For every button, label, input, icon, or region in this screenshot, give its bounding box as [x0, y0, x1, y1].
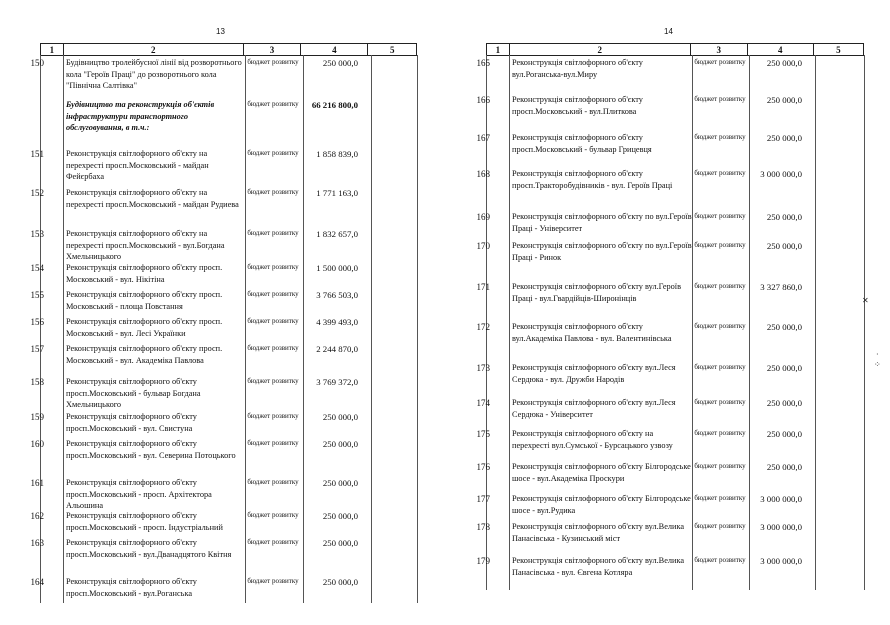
table-header	[486, 43, 864, 56]
row-number: 172	[476, 322, 490, 332]
row-amount: 1 771 163,0	[316, 188, 358, 198]
col-header: 4	[301, 44, 368, 56]
row-number: 167	[476, 133, 490, 143]
row-funding-source: бюджет розвитку	[694, 363, 746, 371]
row-amount: 250 000,0	[766, 462, 802, 472]
row-amount: 3 327 860,0	[760, 282, 802, 292]
row-number: 163	[30, 538, 44, 548]
row-funding-source: бюджет розвитку	[247, 439, 299, 447]
row-number: 154	[30, 263, 44, 273]
row-amount: 1 832 657,0	[316, 229, 358, 239]
row-description: Будівництво тролейбусної лінії від розворотнього кола "Героїв Праці" до розворотнього кола "Північна Салтівка"	[66, 58, 242, 91]
row-number: 160	[30, 439, 44, 449]
row-amount: 250 000,0	[766, 133, 802, 143]
row-amount: 250 000,0	[766, 212, 802, 222]
row-description: Реконструкція світлофорного об'єкту просп.Московський - бульвар Грицевця	[512, 133, 652, 154]
row-amount: 250 000,0	[766, 363, 802, 373]
row-number: 157	[30, 344, 44, 354]
row-number: 150	[30, 58, 44, 68]
table-border	[509, 55, 510, 590]
row-description: Реконструкція світлофорного об'єкту просп.Московський - вул. Северина Потоцького	[66, 439, 236, 460]
row-amount: 250 000,0	[322, 478, 358, 488]
row-description: Реконструкція світлофорного об'єкту просп. Московський - вул. Нікітіна	[66, 263, 223, 284]
row-amount: 250 000,0	[322, 58, 358, 68]
row-amount: 3 000 000,0	[760, 169, 802, 179]
row-number: 159	[30, 412, 44, 422]
row-number: 165	[476, 58, 490, 68]
row-description: Реконструкція світлофорного об'єкту вул.Леся Сердюка - вул. Дружби Народів	[512, 363, 676, 384]
row-description: Реконструкція світлофорного об'єкту на перехресті вул.Сумської - Бурсацького узвозу	[512, 429, 673, 450]
row-funding-source: бюджет розвитку	[247, 538, 299, 546]
row-funding-source: бюджет розвитку	[694, 398, 746, 406]
table-border	[371, 55, 372, 603]
row-number: 177	[476, 494, 490, 504]
row-number: 156	[30, 317, 44, 327]
row-number: 179	[476, 556, 490, 566]
row-amount: 3 000 000,0	[760, 494, 802, 504]
col-header: 1	[487, 44, 510, 56]
row-amount: 3 769 372,0	[316, 377, 358, 387]
row-number: 162	[30, 511, 44, 521]
col-header: 3	[243, 44, 300, 56]
row-description: Реконструкція світлофорного об'єкту просп.Московський - бульвар Богдана Хмельницького	[66, 377, 201, 410]
row-funding-source: бюджет розвитку	[694, 58, 746, 66]
row-description: Реконструкція світлофорного об'єкту вул.Героїв Праці - вул.Гвардійців-Широнінців	[512, 282, 682, 303]
col-header: 2	[509, 44, 690, 56]
row-funding-source: бюджет розвитку	[694, 462, 746, 470]
page-number: 13	[216, 27, 225, 36]
table-header	[40, 43, 417, 56]
row-number: 173	[476, 363, 490, 373]
row-funding-source: бюджет розвитку	[694, 133, 746, 141]
row-description: Реконструкція світлофорного об'єкту вул.Велика Панасівська - Кузинський міст	[512, 522, 685, 543]
row-funding-source: бюджет розвитку	[247, 58, 299, 66]
row-number: 152	[30, 188, 44, 198]
row-funding-source: бюджет розвитку	[694, 556, 746, 564]
row-funding-source: бюджет розвитку	[694, 494, 746, 502]
table-border	[815, 55, 816, 590]
row-amount: 250 000,0	[322, 439, 358, 449]
row-amount: 250 000,0	[766, 95, 802, 105]
row-description: Реконструкція світлофорного об'єкту вул.Академіка Павлова - вул. Валентинівська	[512, 322, 672, 343]
row-amount: 250 000,0	[766, 398, 802, 408]
row-amount: 3 766 503,0	[316, 290, 358, 300]
row-amount: 250 000,0	[322, 577, 358, 587]
scan-mark: ⁘	[874, 360, 881, 369]
row-funding-source: бюджет розвитку	[247, 377, 299, 385]
col-header: 5	[813, 44, 863, 56]
table-border	[417, 55, 418, 603]
row-amount: 1 500 000,0	[316, 263, 358, 273]
row-amount: 4 399 493,0	[316, 317, 358, 327]
row-number: 161	[30, 478, 44, 488]
row-amount: 2 244 870,0	[316, 344, 358, 354]
row-number: 178	[476, 522, 490, 532]
row-funding-source: бюджет розвитку	[694, 322, 746, 330]
row-funding-source: бюджет розвитку	[247, 263, 299, 271]
row-amount: 250 000,0	[766, 58, 802, 68]
row-amount: 250 000,0	[766, 429, 802, 439]
row-description: Реконструкція світлофорного об'єкту просп. Московський - вул. Лесі Українки	[66, 317, 223, 338]
row-number: 153	[30, 229, 44, 239]
row-funding-source: бюджет розвитку	[694, 95, 746, 103]
row-funding-source: бюджет розвитку	[694, 212, 746, 220]
row-amount: 250 000,0	[322, 511, 358, 521]
row-description: Реконструкція світлофорного об'єкту Білгородське шосе - вул.Академіка Проскури	[512, 462, 691, 483]
scan-mark: ✕	[862, 296, 869, 305]
row-description: Реконструкція світлофорного об'єкту просп.Московський - просп. Індустріальний	[66, 511, 223, 532]
row-number: 175	[476, 429, 490, 439]
row-description: Реконструкція світлофорного об'єкту просп.Московський - просп. Архітектора Альошина	[66, 478, 212, 511]
row-description: Реконструкція світлофорного об'єкту просп.Тракторобудівників - вул. Героїв Праці	[512, 169, 673, 190]
row-funding-source: бюджет розвитку	[694, 522, 746, 530]
row-funding-source: бюджет розвитку	[247, 412, 299, 420]
row-description: Реконструкція світлофорного об'єкту на перехресті просп.Московський - вул.Богдана Хмельницького	[66, 229, 225, 262]
col-header: 5	[368, 44, 417, 56]
row-number: 169	[476, 212, 490, 222]
row-funding-source: бюджет розвитку	[247, 478, 299, 486]
row-description: Реконструкція світлофорного об'єкту по вул.Героїв Праці - Університет	[512, 212, 692, 233]
row-description: Реконструкція світлофорного об'єкту просп.Московський - вул. Свистуна	[66, 412, 197, 433]
row-funding-source: бюджет розвитку	[694, 282, 746, 290]
row-amount: 3 000 000,0	[760, 522, 802, 532]
row-amount: 250 000,0	[322, 412, 358, 422]
row-amount: 1 858 839,0	[316, 149, 358, 159]
row-funding-source: бюджет розвитку	[694, 169, 746, 177]
row-number: 174	[476, 398, 490, 408]
col-header: 4	[747, 44, 813, 56]
row-number: 158	[30, 377, 44, 387]
row-funding-source: бюджет розвитку	[247, 290, 299, 298]
row-funding-source: бюджет розвитку	[247, 344, 299, 352]
row-number: 151	[30, 149, 44, 159]
row-number: 155	[30, 290, 44, 300]
row-description: Реконструкція світлофорного об'єкту Білгородське шосе - вул.Рудика	[512, 494, 691, 515]
row-number: 164	[30, 577, 44, 587]
row-funding-source: бюджет розвитку	[694, 429, 746, 437]
row-description: Реконструкція світлофорного об'єкту просп. Московський - площа Повстання	[66, 290, 223, 311]
row-funding-source: бюджет розвитку	[247, 229, 299, 237]
row-description: Реконструкція світлофорного об'єкту вул.Велика Панасівська - вул. Євгена Котляра	[512, 556, 685, 577]
table-border	[245, 55, 246, 603]
row-description: Реконструкція світлофорного об'єкту на перехресті просп.Московський - майдан Рудиева	[66, 188, 239, 209]
row-description: Реконструкція світлофорного об'єкту вул.Леся Сердюка - Університет	[512, 398, 676, 419]
col-header: 1	[41, 44, 64, 56]
row-description: Реконструкція світлофорного об'єкту на перехресті просп.Московський - майдан Фейєрбаха	[66, 149, 209, 182]
row-amount: 250 000,0	[766, 241, 802, 251]
table-border	[63, 55, 64, 603]
row-number: 171	[476, 282, 490, 292]
row-funding-source: бюджет розвитку	[247, 149, 299, 157]
table-border	[864, 55, 865, 590]
scan-mark: ·	[876, 350, 879, 359]
row-description: Реконструкція світлофорного об'єкту просп. Московський - вул. Академіка Павлова	[66, 344, 223, 365]
page-number: 14	[664, 27, 673, 36]
row-funding-source: бюджет розвитку	[694, 241, 746, 249]
row-number: 176	[476, 462, 490, 472]
row-amount: 66 216 800,0	[311, 100, 358, 110]
row-amount: 250 000,0	[766, 322, 802, 332]
row-description: Реконструкція світлофорного об'єкту вул.Роганська-вул.Миру	[512, 58, 643, 79]
row-number: 166	[476, 95, 490, 105]
col-header: 2	[63, 44, 243, 56]
row-description: Реконструкція світлофорного об'єкту по вул.Героїв Праці - Ринок	[512, 241, 692, 262]
table-border	[692, 55, 693, 590]
row-number: 170	[476, 241, 490, 251]
row-number: 168	[476, 169, 490, 179]
col-header: 3	[690, 44, 747, 56]
row-description: Реконструкція світлофорного об'єкту просп.Московський - вул.Плиткова	[512, 95, 643, 116]
row-amount: 250 000,0	[322, 538, 358, 548]
row-funding-source: бюджет розвитку	[247, 188, 299, 196]
row-amount: 3 000 000,0	[760, 556, 802, 566]
row-funding-source: бюджет розвитку	[247, 511, 299, 519]
row-description: Будівництво та реконструкція об'єктів інфраструктури транспортного обслуговування, в т.ч.:	[66, 100, 215, 133]
row-description: Реконструкція світлофорного об'єкту просп.Московський - вул.Роганська	[66, 577, 197, 598]
row-funding-source: бюджет розвитку	[247, 100, 299, 108]
row-funding-source: бюджет розвитку	[247, 317, 299, 325]
row-funding-source: бюджет розвитку	[247, 577, 299, 585]
row-description: Реконструкція світлофорного об'єкту просп.Московський - вул.Дванадцятого Квітня	[66, 538, 232, 559]
